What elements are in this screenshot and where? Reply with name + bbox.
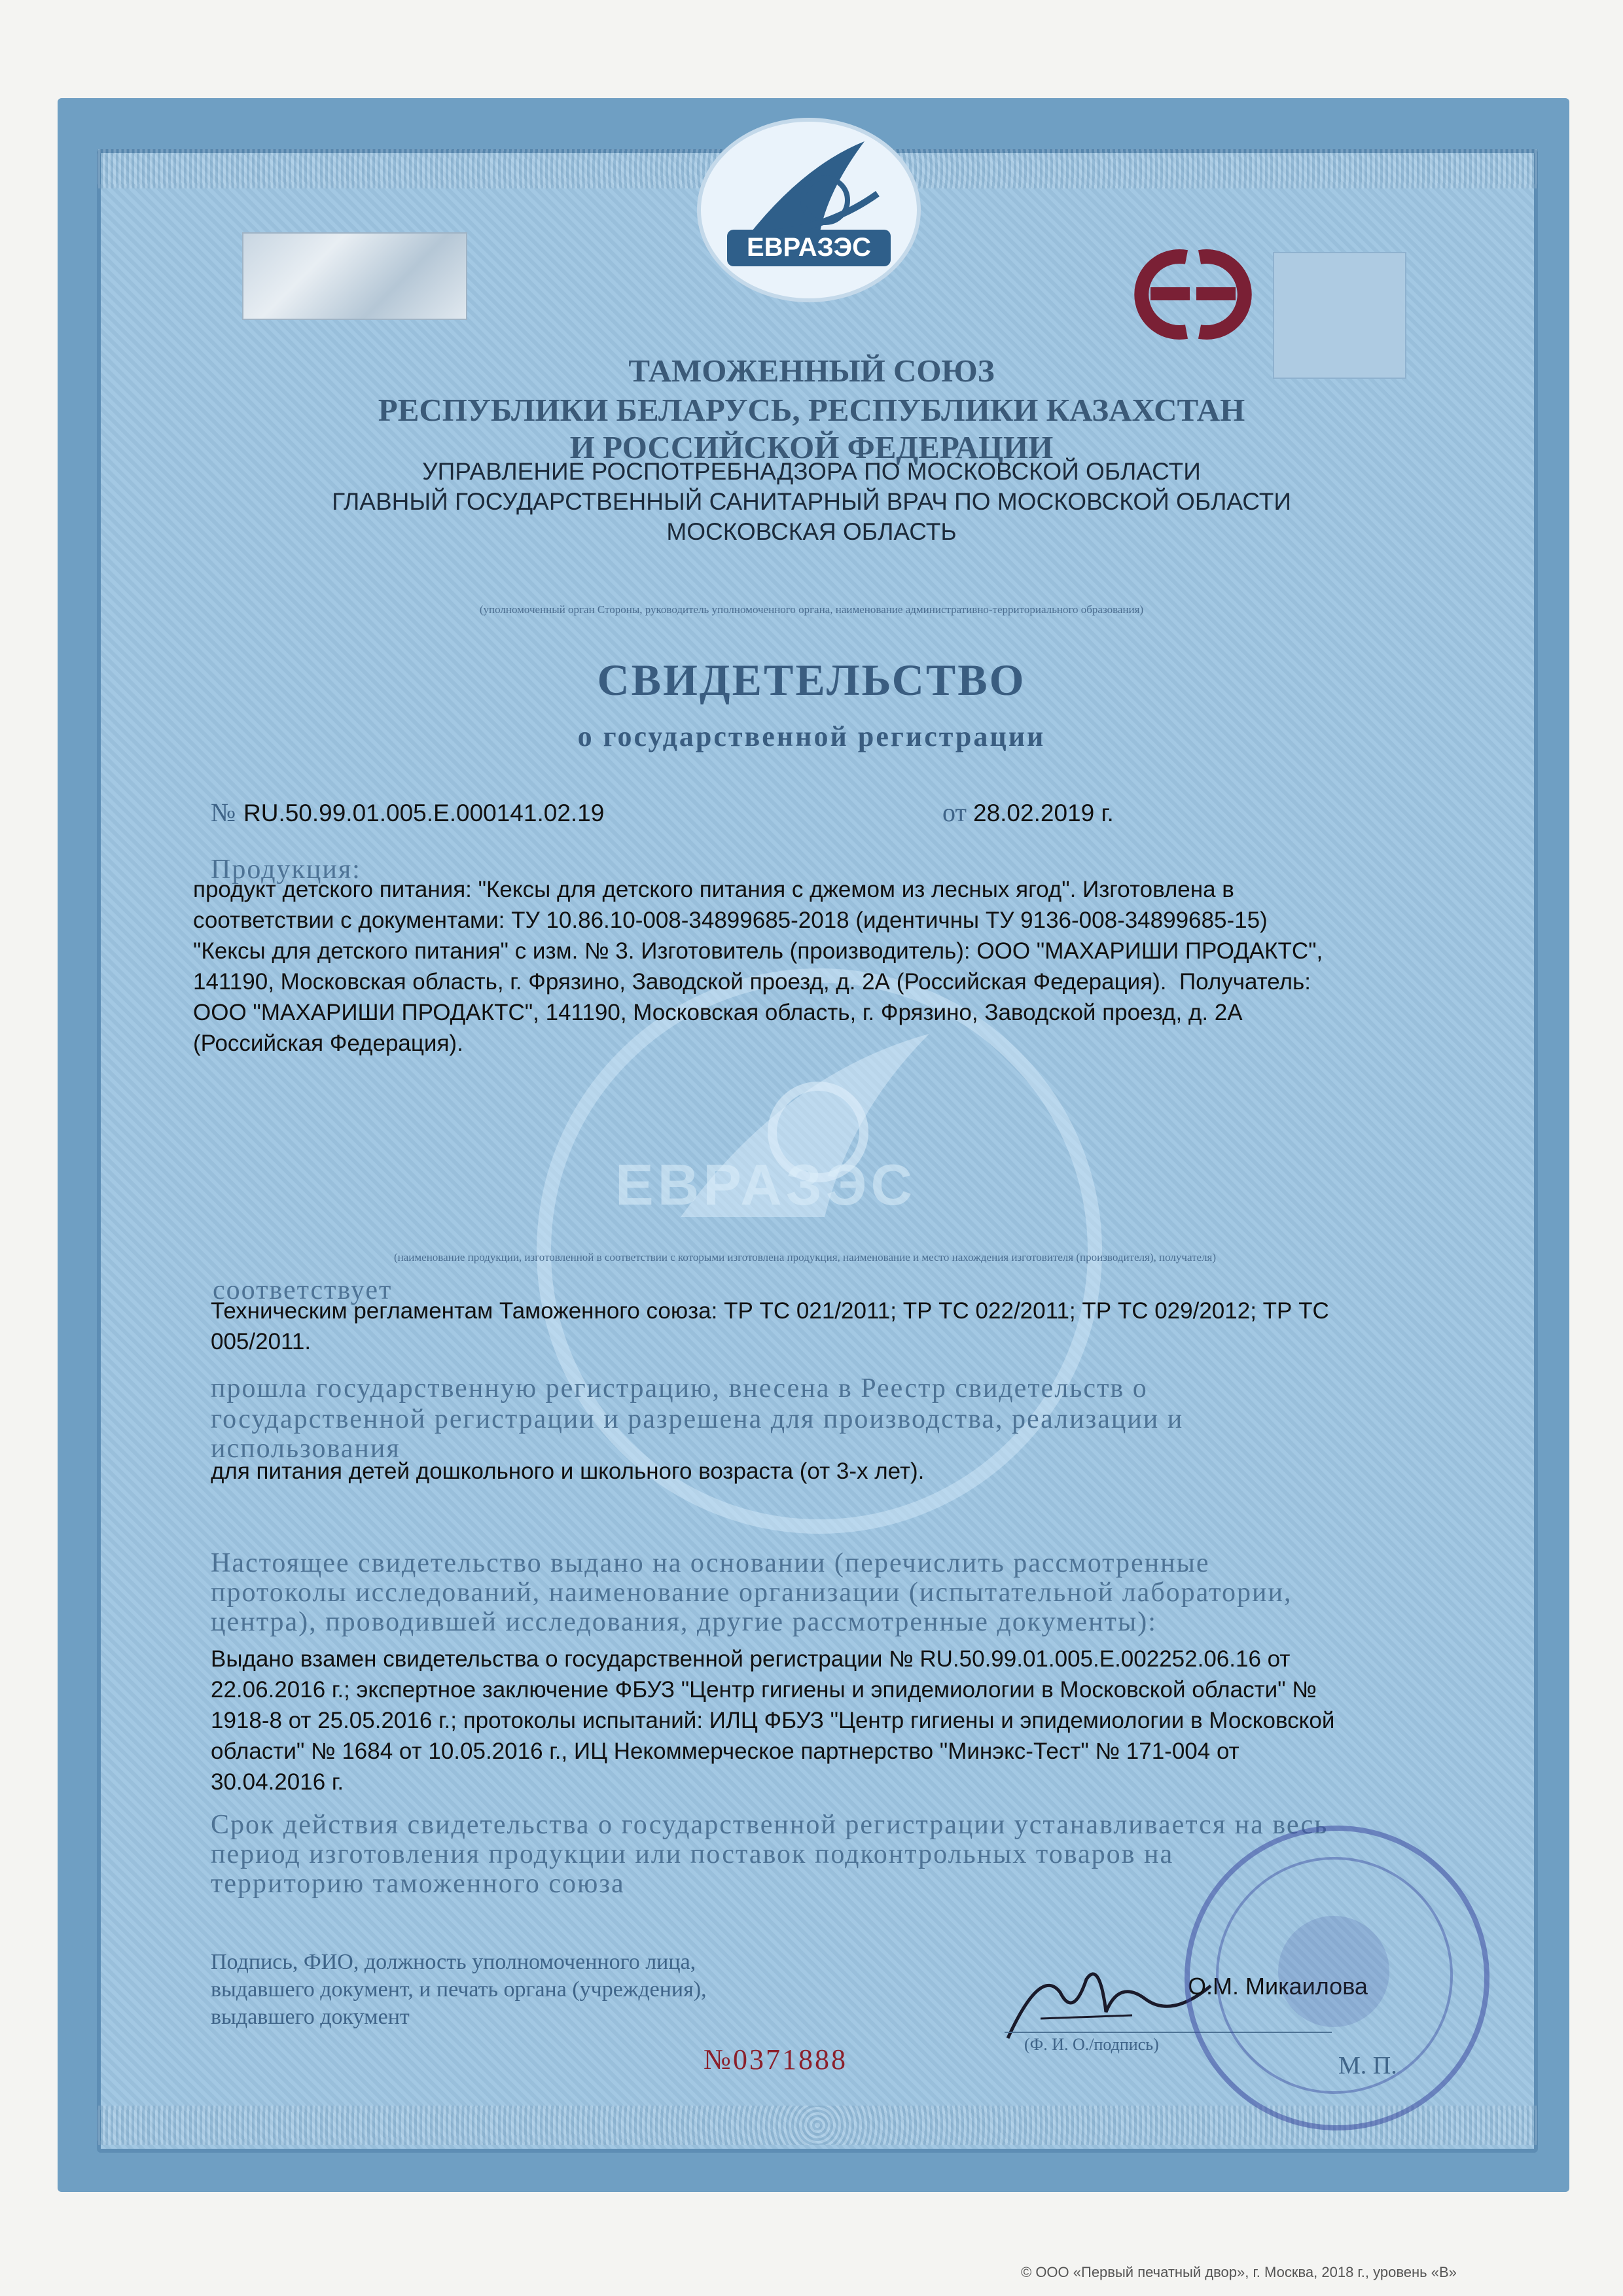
product-line: продукт детского питания: "Кексы для детского питания с джемом из лесных ягод". Изготовлена в [193,877,1234,902]
authority-caption: (уполномоченный орган Стороны, руководитель уполномоченного органа, наименование административно-территориального образования) [479,603,1144,616]
union-title-line2: РЕСПУБЛИКИ БЕЛАРУСЬ, РЕСПУБЛИКИ КАЗАХСТАН [378,392,1245,428]
conformity-label: соответствует [213,1275,393,1305]
document-subtitle: о государственной регистрации [577,720,1046,752]
basis-line: области" № 1684 от 10.05.2016 г., ИЦ Некоммерческое партнерство "Минэкс-Тест" № 171-004 от [211,1739,1240,1764]
basis-line: 30.04.2016 г. [211,1769,344,1795]
usage-line: для питания детей дошкольного и школьного возраста (от 3-х лет). [211,1458,925,1484]
conformity-line: 005/2011. [211,1329,312,1354]
basis-label-line: центра), проводившей исследования, другие рассмотренные документы): [211,1607,1157,1637]
union-title-line3: И РОССИЙСКОЙ ФЕДЕРАЦИИ [569,429,1054,465]
basis-label-line: протоколы исследований, наименование организации (испытательной лаборатории, [211,1578,1293,1608]
product-line: соответствии с документами: ТУ 10.86.10-008-34899685-2018 (идентичны ТУ 9136-008-34899685-15) [193,908,1268,933]
printer-footer: © ООО «Первый печатный двор», г. Москва, 2018 г., уровень «В» [1021,2264,1457,2280]
blank-serial-number: №0371888 [704,2043,847,2075]
basis-line: Выдано взамен свидетельства о государственной регистрации № RU.50.99.01.005.Е.002252.06.16 от [211,1646,1291,1672]
logo-text: ЕВРАЗЭС [746,233,872,262]
watermark-text: ЕВРАЗЭС [615,1152,917,1217]
basis-label-line: Настоящее свидетельство выдано на основании (перечислить рассмотренные [211,1548,1210,1578]
conformity-line: Техническим регламентам Таможенного союза: ТР ТС 021/2011; ТР ТС 022/2011; ТР ТС 029/2012; ТР ТС [211,1298,1329,1324]
signatory-name: О.М. Микаилова [1188,1973,1368,2000]
stamp-place-label: М. П. [1338,2052,1397,2079]
basis-line: 1918-8 от 25.05.2016 г.; протоколы испытаний: ИЛЦ ФБУЗ "Центр гигиены и эпидемиологии в Московской [211,1708,1335,1733]
registration-date: 28.02.2019 г. [973,800,1114,826]
validity-line: Срок действия свидетельства о государственной регистрации устанавливается на весь [211,1810,1329,1840]
date-prefix: от [942,798,967,827]
product-line: "Кексы для детского питания" с изм. № 3. Изготовитель (производитель): ООО "МАХАРИШИ ПРОДАКТС", [193,938,1323,964]
document-title: СВИДЕТЕЛЬСТВО [597,655,1026,705]
conformity-mark-icon [1124,245,1262,347]
validity-line: период изготовления продукции или поставок подконтрольных товаров на [211,1839,1174,1869]
number-prefix: № [211,798,236,827]
evrazes-logo [697,118,921,302]
product-line: (Российская Федерация). [193,1031,463,1056]
product-line: 141190, Московская область, г. Фрязино, Заводской проезд, д. 2А (Российская Федерация). Получатель: [193,969,1311,995]
product-line: ООО "МАХАРИШИ ПРОДАКТС", 141190, Московская область, г. Фрязино, Заводской проезд, д. 2А [193,1000,1243,1025]
union-title-line1: ТАМОЖЕННЫЙ СОЮЗ [628,353,995,389]
product-label: Продукция: [211,855,361,885]
status-line: использования [211,1434,401,1464]
registration-number: RU.50.99.01.005.Е.000141.02.19 [243,800,605,826]
signature-label-line: выдавшего документ, и печать органа (учреждения), [211,1977,707,2002]
authority-line1: УПРАВЛЕНИЕ РОСПОТРЕБНАДЗОРА ПО МОСКОВСКОЙ ОБЛАСТИ [422,458,1201,485]
authority-line2: ГЛАВНЫЙ ГОСУДАРСТВЕННЫЙ САНИТАРНЫЙ ВРАЧ ПО МОСКОВСКОЙ ОБЛАСТИ [332,488,1291,515]
product-caption: (наименование продукции, изготовленной в соответствии с которыми изготовлена продукция, наименование и место нахождения изготовителя (производителя), получателя) [393,1251,1216,1263]
authority-line3: МОСКОВСКАЯ ОБЛАСТЬ [666,518,957,545]
signature-label-line: Подпись, ФИО, должность уполномоченного лица, [211,1950,696,1974]
basis-line: 22.06.2016 г.; экспертное заключение ФБУЗ "Центр гигиены и эпидемиологии в Московской области" № [211,1677,1317,1703]
signature-label-line: выдавшего документ [211,2005,410,2029]
hologram-sticker [242,232,467,320]
status-line: прошла государственную регистрацию, внесена в Реестр свидетельств о [211,1373,1148,1404]
official-seal [1185,1826,1489,2130]
status-line: государственной регистрации и разрешена для производства, реализации и [211,1404,1184,1434]
signature-caption: (Ф. И. О./подпись) [1024,2035,1159,2054]
validity-line: территорию таможенного союза [211,1869,625,1899]
